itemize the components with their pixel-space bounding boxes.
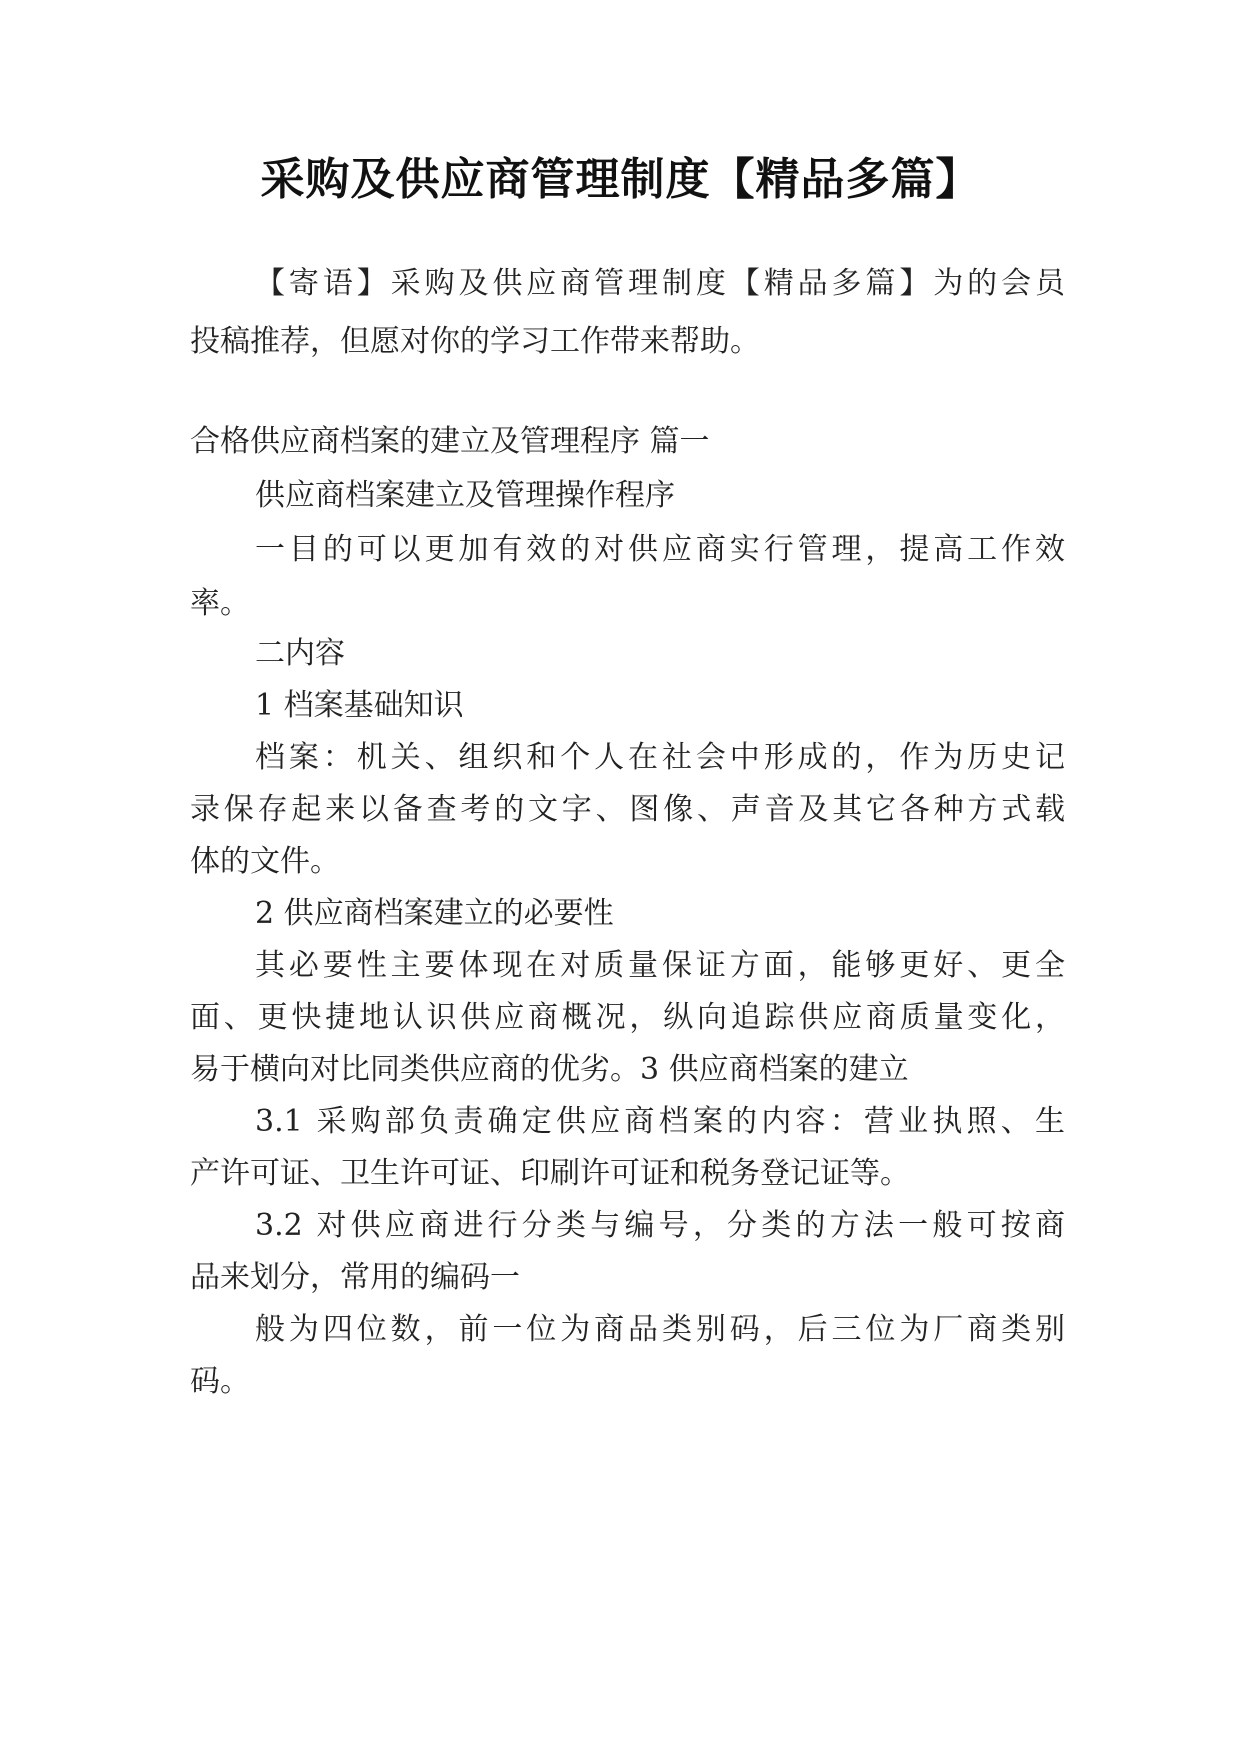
section-heading: 合格供应商档案的建立及管理程序 篇一 bbox=[190, 424, 710, 459]
intro-line-1: 【寄语】采购及供应商管理制度【精品多篇】为的会员 bbox=[255, 266, 1065, 301]
paragraph-line: 录保存起来以备查考的文字、图像、声音及其它各种方式载 bbox=[190, 792, 1065, 827]
item-heading: 2 供应商档案建立的必要性 bbox=[255, 896, 614, 931]
paragraph-line: 产许可证、卫生许可证、印刷许可证和税务登记证等。 bbox=[190, 1156, 910, 1191]
paragraph-line: 率。 bbox=[190, 586, 250, 621]
paragraph-line: 般为四位数，前一位为商品类别码，后三位为厂商类别 bbox=[255, 1312, 1065, 1347]
paragraph-line: 品来划分，常用的编码一 bbox=[190, 1260, 520, 1295]
document-title: 采购及供应商管理制度【精品多篇】 bbox=[260, 154, 981, 205]
paragraph-line: 其必要性主要体现在对质量保证方面，能够更好、更全 bbox=[255, 948, 1065, 983]
paragraph-line: 档案：机关、组织和个人在社会中形成的，作为历史记 bbox=[255, 740, 1065, 775]
paragraph-line: 一目的可以更加有效的对供应商实行管理，提高工作效 bbox=[255, 532, 1065, 567]
paragraph-line: 3.2 对供应商进行分类与编号，分类的方法一般可按商 bbox=[255, 1208, 1065, 1243]
paragraph-line: 码。 bbox=[190, 1364, 250, 1399]
paragraph-line: 3.1 采购部负责确定供应商档案的内容：营业执照、生 bbox=[255, 1104, 1065, 1139]
intro-line-2: 投稿推荐，但愿对你的学习工作带来帮助。 bbox=[190, 324, 760, 359]
item-heading: 1 档案基础知识 bbox=[255, 688, 464, 723]
subheading: 供应商档案建立及管理操作程序 bbox=[255, 478, 675, 513]
paragraph-line: 易于横向对比同类供应商的优劣。3 供应商档案的建立 bbox=[190, 1052, 909, 1087]
paragraph-line: 体的文件。 bbox=[190, 844, 340, 879]
paragraph-line: 面、更快捷地认识供应商概况，纵向追踪供应商质量变化， bbox=[190, 1000, 1065, 1035]
item-heading: 二内容 bbox=[255, 636, 345, 671]
